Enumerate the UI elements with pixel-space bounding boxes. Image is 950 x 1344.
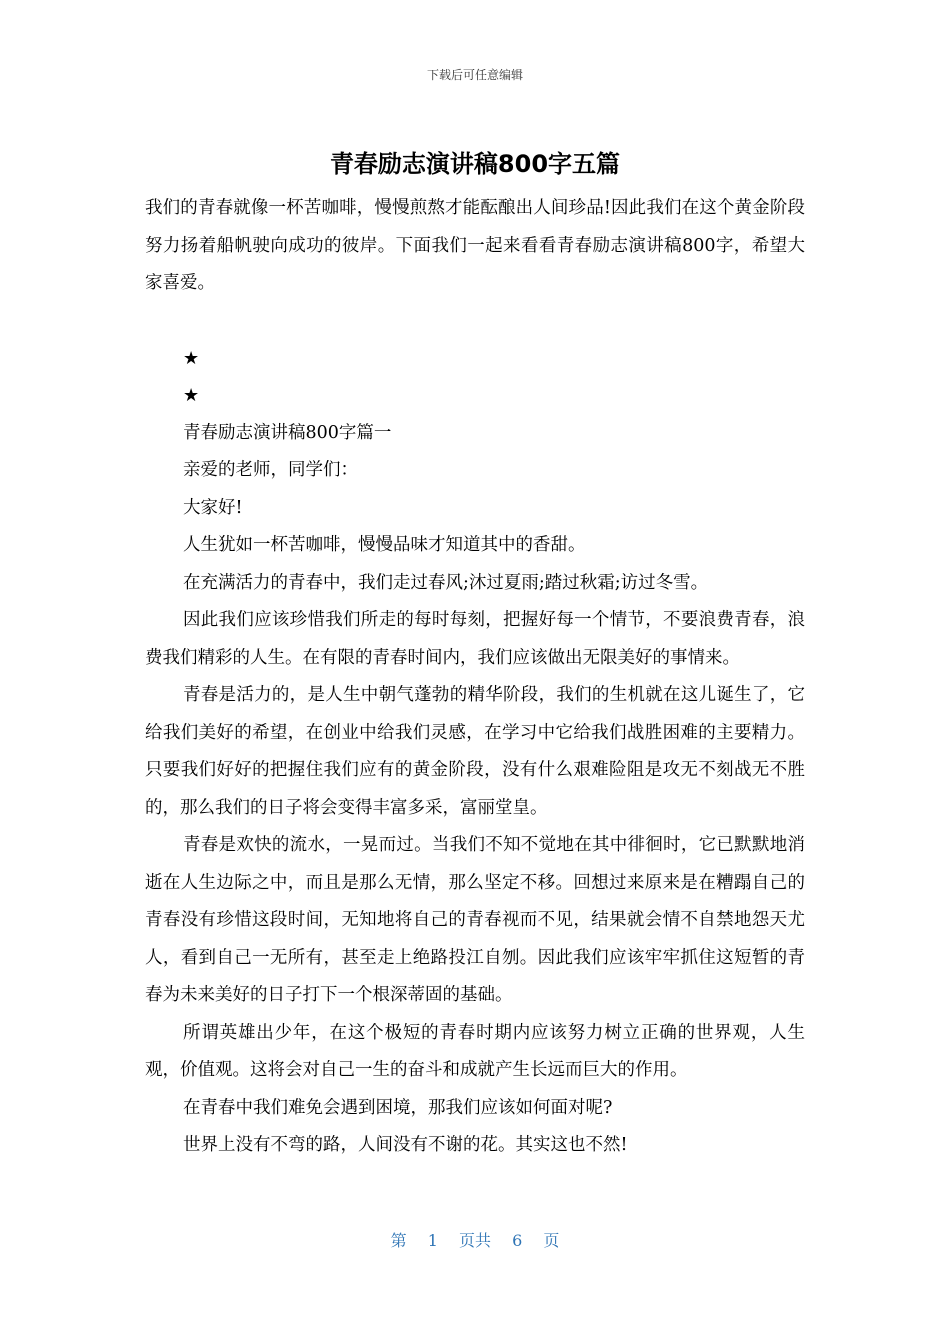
page-prefix: 第 xyxy=(390,1231,407,1250)
page-footer xyxy=(0,1228,950,1251)
header-note: 下载后可任意编辑 xyxy=(426,68,523,82)
paragraph: 青春是活力的，是人生中朝气蓬勃的精华阶段，我们的生机就在这儿诞生了，它给我们美好的希望，在创业中给我们灵感，在学习中它给我们战胜困难的主要精力。只要我们好好的把握住我们应有的黄金阶段，没有什么艰难险阻是攻无不刻战无不胜的，那么我们的日子将会变得丰富多采，富丽堂皇。 xyxy=(145,685,805,818)
paragraph: 所谓英雄出少年，在这个极短的青春时期内应该努力树立正确的世界观，人生观，价值观。这将会对自己一生的奋斗和成就产生长远而巨大的作用。 xyxy=(145,1022,805,1080)
paragraph: 在青春中我们难免会遇到困境，那我们应该如何面对呢? xyxy=(183,1097,613,1118)
paragraph: 在充满活力的青春中，我们走过春风;沐过夏雨;踏过秋霜;访过冬雪。 xyxy=(183,572,709,593)
paragraph: 青春是欢快的流水，一晃而过。当我们不知不觉地在其中徘徊时，它已默默地消逝在人生边际之中，而且是那么无情，那么坚定不移。回想过来原来是在糟蹋自己的青春没有珍惜这段时间，无知地将自己的青春视而不见，结果就会情不自禁地怨天尤人，看到自己一无所有，甚至走上绝路投江自刎。因此我们应该牢牢抓住这短暂的青春为未来美好的日子打下一个根深蒂固的基础。 xyxy=(145,835,805,1005)
section-title: 青春励志演讲稿800字篇一 xyxy=(183,422,392,443)
spacer xyxy=(145,303,805,340)
paragraph: 大家好! xyxy=(183,497,243,518)
document-title: 青春励志演讲稿800字五篇 xyxy=(329,150,621,178)
document-body xyxy=(145,190,805,1165)
star-icon: ★ xyxy=(183,385,200,406)
page-suffix: 页 xyxy=(543,1231,560,1250)
paragraph: 亲爱的老师，同学们： xyxy=(183,460,358,480)
page-total: 6 xyxy=(512,1231,523,1250)
page-mid: 页共 xyxy=(458,1231,491,1250)
intro-paragraph: 我们的青春就像一杯苦咖啡，慢慢煎熬才能酝酿出人间珍品!因此我们在这个黄金阶段努力扬着船帆驶向成功的彼岸。下面我们一起来看看青春励志演讲稿800字，希望大家喜爱。 xyxy=(145,198,805,293)
paragraph: 因此我们应该珍惜我们所走的每时每刻，把握好每一个情节，不要浪费青春，浪费我们精彩的人生。在有限的青春时间内，我们应该做出无限美好的事情来。 xyxy=(145,610,805,668)
page-current: 1 xyxy=(427,1231,438,1250)
star-icon: ★ xyxy=(183,347,200,369)
paragraph: 世界上没有不弯的路，人间没有不谢的花。其实这也不然! xyxy=(183,1135,628,1155)
paragraph: 人生犹如一杯苦咖啡，慢慢品味才知道其中的香甜。 xyxy=(183,535,586,555)
